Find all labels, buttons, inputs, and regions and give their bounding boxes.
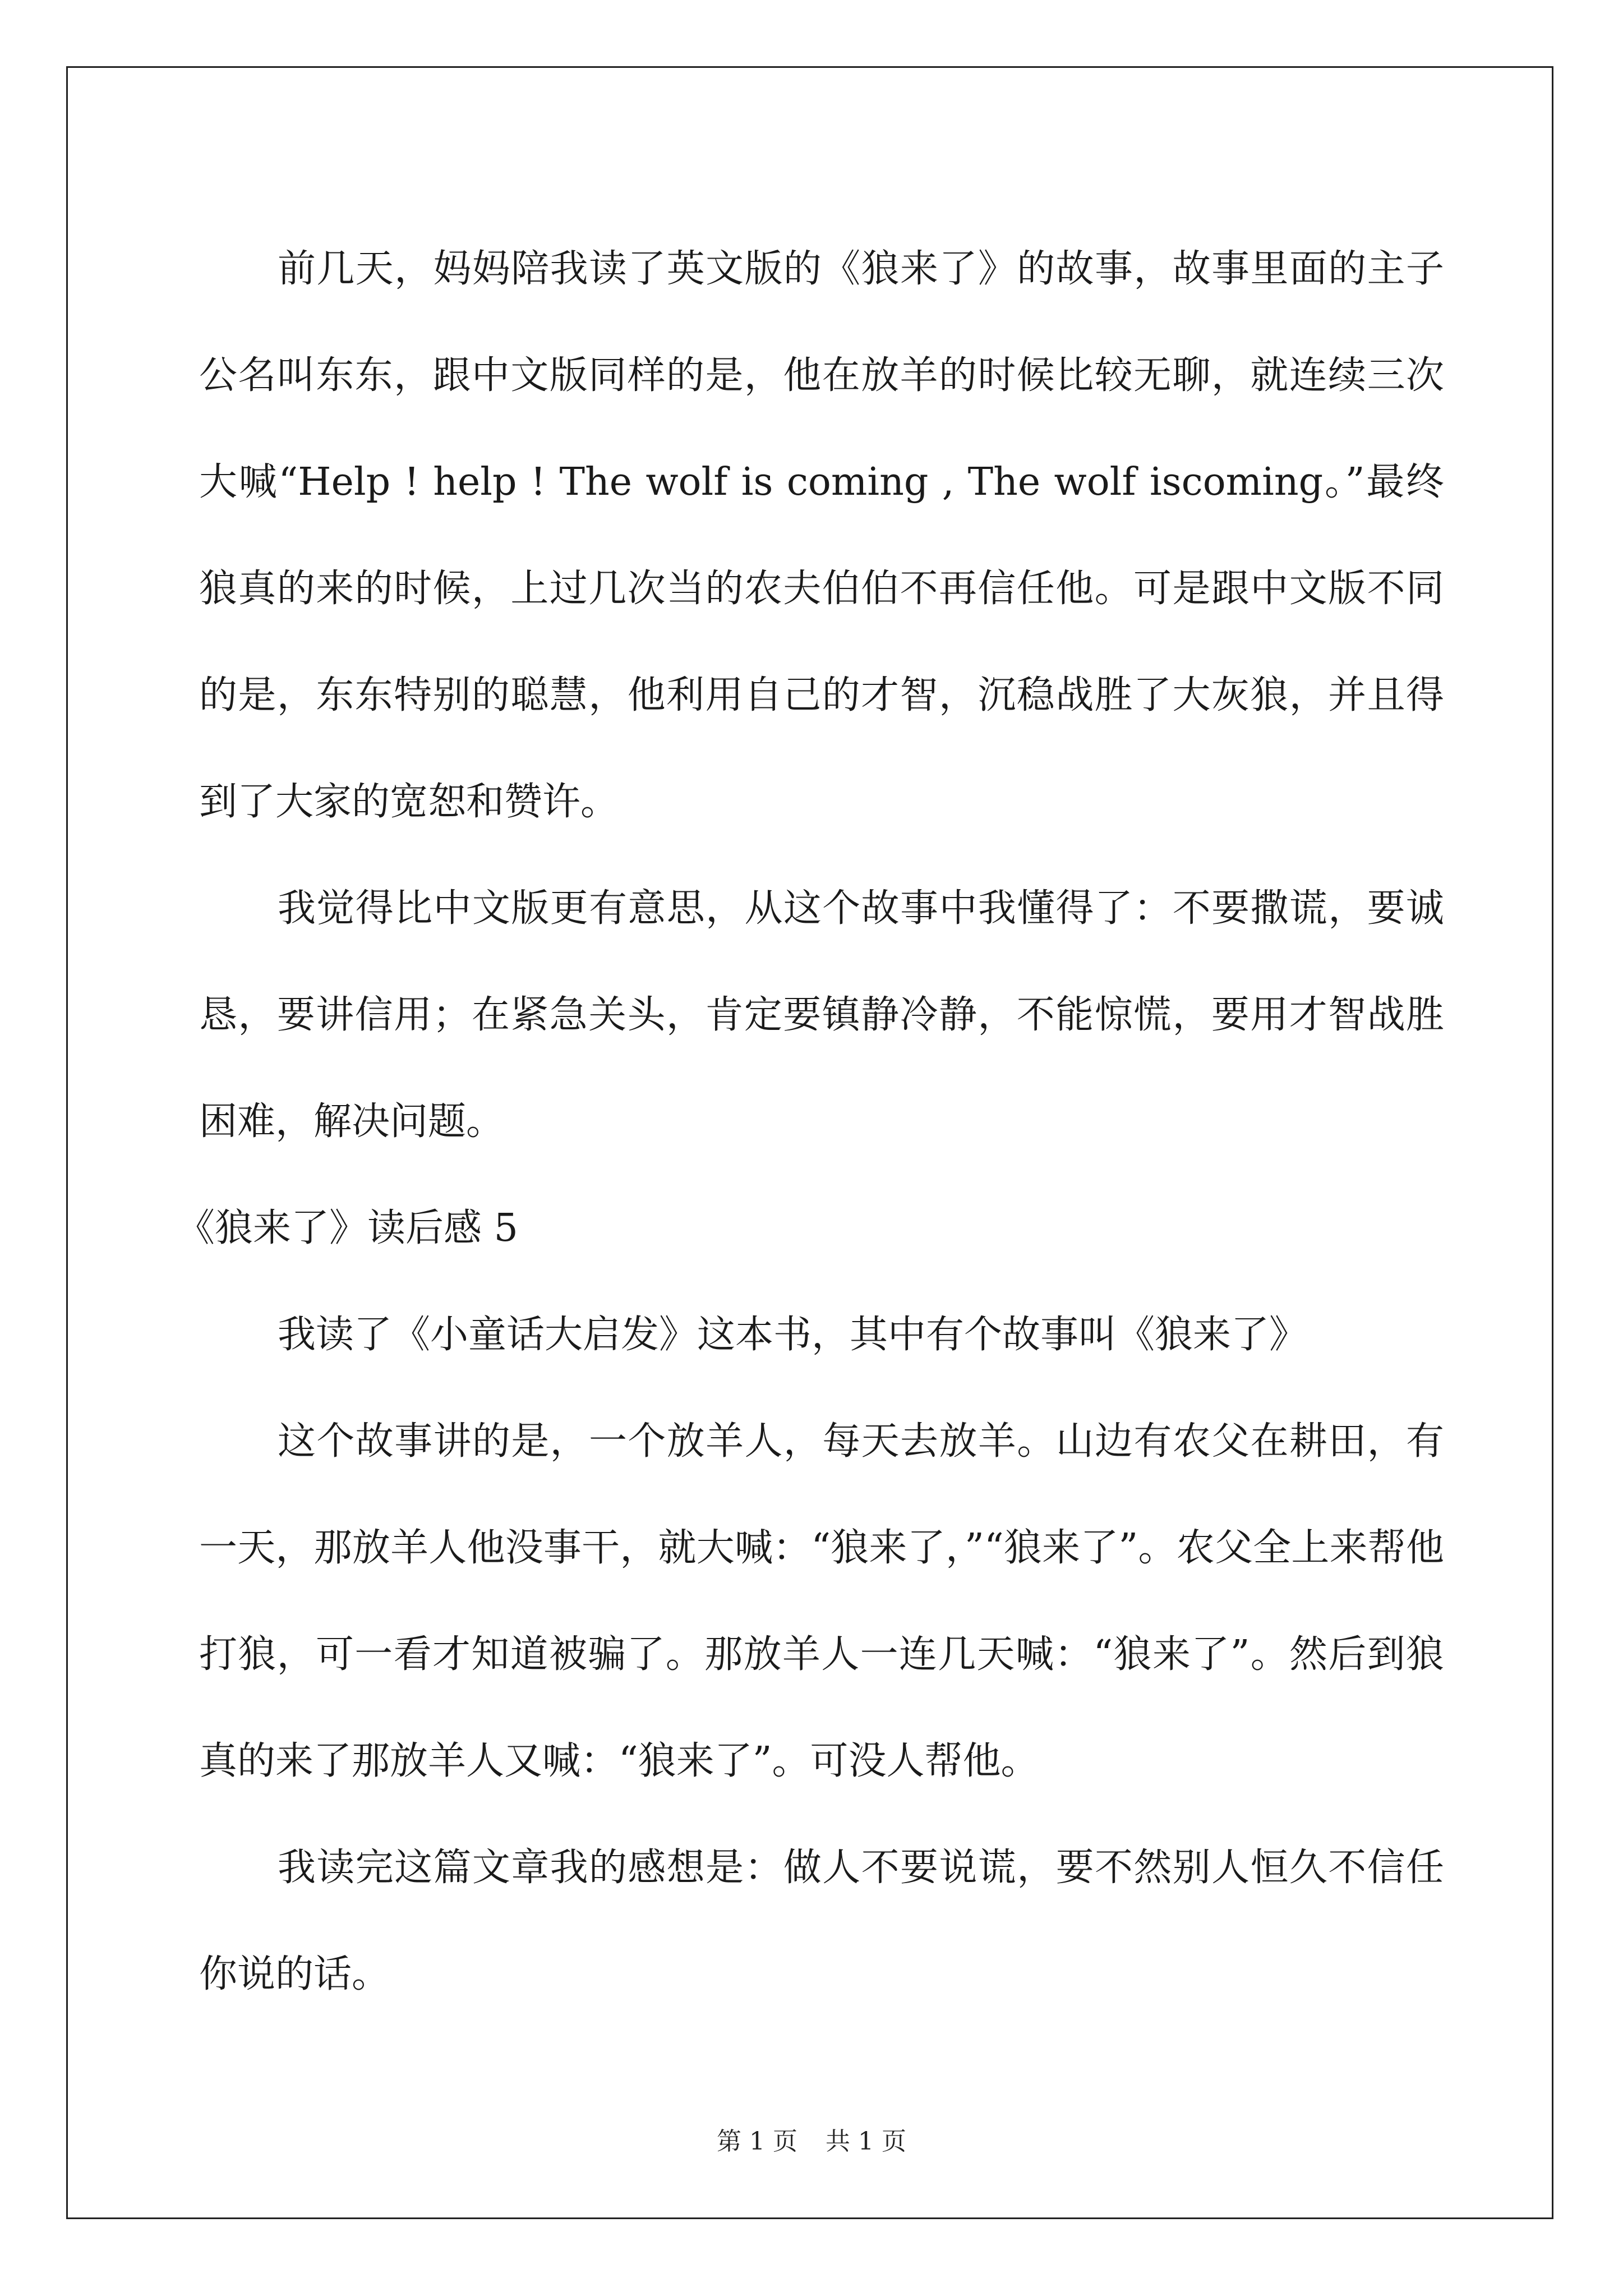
page-total: 共 1 页	[826, 2127, 906, 2156]
paragraph: 我读完这篇文章我的感想是：做人不要说谎，要不然别人恒久不信任你说的话。	[199, 1846, 1444, 1996]
paragraph: 前几天，妈妈陪我读了英文版的《狼来了》的故事，故事里面的主子公名叫东东，跟中文版同样的是，他在放羊的时候比较无聊，就连续三次大喊“Help ! help ! The wolf is coming , The wolf iscoming。”最终狼真的来的时候，上过几次当的农夫伯伯不再信任他。可是跟中文版不同的是，东东特别的聪慧，他利用自己的才智，沉稳战胜了大灰狼，并且得到了大家的宽恕和赞许。	[199, 247, 1444, 824]
section-title: 《狼来了》读后感 5	[177, 1206, 518, 1250]
page-number: 第 1 页	[717, 2127, 797, 2156]
document-body	[177, 216, 1444, 2028]
paragraph: 这个故事讲的是，一个放羊人，每天去放羊。山边有农父在耕田，有一天，那放羊人他没事干，就大喊：“狼来了，”“狼来了”。农父全上来帮他打狼，可一看才知道被骗了。那放羊人一连几天喊：“狼来了”。然后到狼真的来了那放羊人又喊：“狼来了”。可没人帮他。	[199, 1419, 1444, 1783]
paragraph: 我读了《小童话大启发》这本书，其中有个故事叫《狼来了》	[278, 1313, 1308, 1357]
page-footer	[0, 2125, 1623, 2159]
paragraph: 我觉得比中文版更有意思，从这个故事中我懂得了：不要撒谎，要诚恳，要讲信用；在紧急关头，肯定要镇静冷静，不能惊慌，要用才智战胜困难，解决问题。	[199, 886, 1444, 1144]
